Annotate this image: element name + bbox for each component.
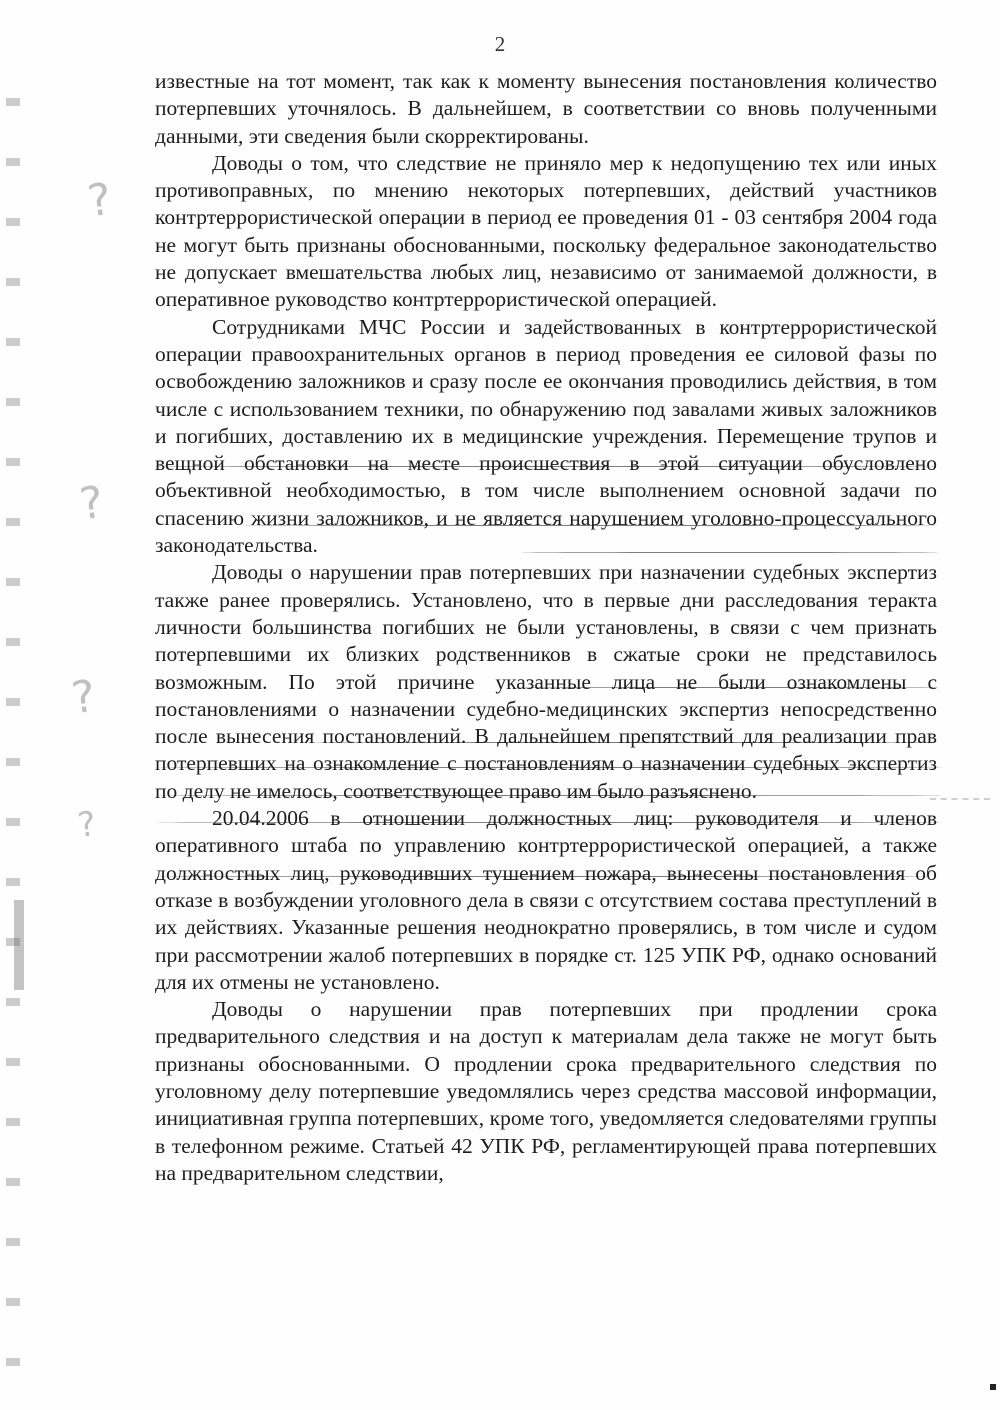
handwritten-question-mark-1: ? — [84, 173, 115, 228]
paragraph-4: Доводы о нарушении прав потерпевших при назначении судебных экспертиз также ранее проверялись. Установлено, что в первые дни расследования теракта личности большинства погибших не были установлены, в связи с чем признать потерпевшими их близких родственников в сжатые сроки не представилось возможным. По этой причине указанные лица не были ознакомлены с постановлениями о назначении судебно-медицинских экспертиз непосредственно после вынесения постановлений. В дальнейшем препятствий для реализации прав потерпевших на ознакомление с постановлениям о назначении судебных экспертиз по делу не имелось, соответствующее право им было разъяснено. — [155, 560, 937, 803]
paragraph-3: Сотрудниками МЧС России и задействованных в контртеррористической операции правоохранительных органов в период проведения ее силовой фазы по освобождению заложников и сразу после ее окончания проводились действия, в том числе с использованием техники, по обнаружению под завалами живых заложников и погибших, доставлению их в медицинские учреждения. Перемещение трупов и вещной обстановки на месте происшествия в этой ситуации обусловлено объективной необходимостью, в том числе выполнением основной задачи по спасению жизни заложников, и не является нарушением уголовно-процессуального законодательства. — [155, 314, 937, 558]
paragraph-1: известные на тот момент, так как к моменту вынесения постановления количество потерпевших уточнялось. В дальнейшем, в соответствии со вновь полученными данными, эти сведения были скорректированы. — [155, 69, 937, 148]
scan-edge-artifact — [6, 80, 20, 1380]
page-number: 2 — [494, 32, 506, 56]
paragraph-6: Доводы о нарушении прав потерпевших при продлении срока предварительного следствия и на доступ к материалам дела также не могут быть признаны обоснованными. О продлении срока предварительного следствия по уголовному делу потерпевшие уведомлялись через средства массовой информации, инициативная группа потерпевших, кроме того, уведомляется следователями группы в телефонном режиме. Статьей 42 УПК РФ, регламентирующей права потерпевших на предварительном следствии, — [155, 997, 937, 1185]
handwritten-question-mark-3: ? — [68, 670, 99, 725]
dashed-margin-mark — [930, 798, 990, 800]
handwritten-question-mark-2: ? — [76, 476, 107, 531]
paragraph-5: 20.04.2006 в отношении должностных лиц: руководителя и членов оперативного штаба по управлению контртеррористической операцией, а также должностных лиц, руководивших тушением пожара, вынесены постановления об отказе в возбуждении уголовного дела в связи с отсутствием состава преступлений в их действиях. Указанные решения неоднократно проверялись, в том числе и судом при рассмотрении жалоб потерпевших в порядке ст. 125 УПК РФ, однако оснований для их отмены не установлено. — [155, 806, 937, 994]
scan-edge-artifact-2 — [14, 900, 24, 990]
paragraph-2: Доводы о том, что следствие не приняло мер к недопущению тех или иных противоправных, по мнению некоторых потерпевших, действий участников контртеррористической операции в период ее проведения 01 - 03 сентября 2004 года не могут быть признаны обоснованными, поскольку федеральное законодательство не допускает вмешательства любых лиц, независимо от занимаемой должности, в оперативное руководство контртеррористической операцией. — [155, 150, 937, 312]
handwritten-question-mark-4: ? — [75, 803, 99, 847]
corner-mark — [990, 1384, 996, 1390]
document-body — [155, 68, 937, 1187]
